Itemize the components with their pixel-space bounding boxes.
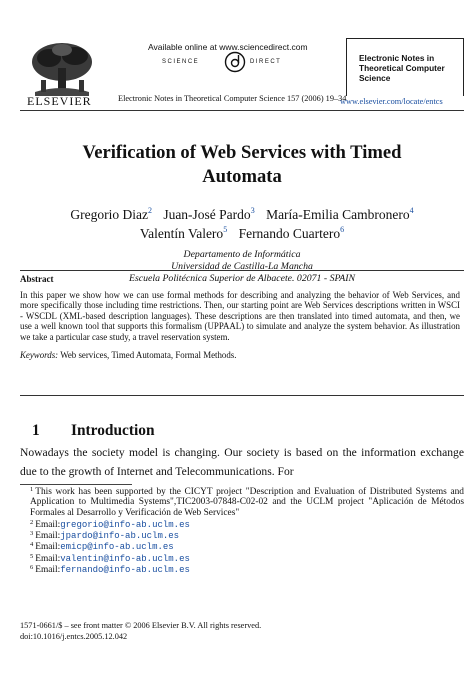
section-title: Introduction bbox=[71, 422, 155, 439]
author-name: Valentín Valero$^5$ bbox=[139, 225, 228, 241]
sciencedirect-logo bbox=[162, 56, 312, 72]
author-footnote-mark[interactable]: 4 bbox=[409, 206, 414, 215]
affiliation-line: Departamento de Informática bbox=[183, 249, 301, 260]
keywords-list: Web services, Timed Automata, Formal Methods. bbox=[60, 350, 237, 360]
email-link[interactable]: jpardo@info-ab.uclm.es bbox=[60, 531, 180, 542]
abstract-body: In this paper we show how we can use formal methods for describing and analyzing the behavior of Web Services, and more specifically those including time restrictions. Then, our starting point are Web Services descriptions written in WSCI - WSCDL (XML-based description languages). These descriptions are then translated into timed automata, and then, we use a well known tool that supports this formalism (UPPAAL) to simulate and analyze the system behavior. As illustration we take a particular case study, a travel reservation system. bbox=[20, 290, 460, 342]
footnote-email: $^4$ Email:emicp@info-ab.uclm.es bbox=[30, 541, 174, 553]
email-link[interactable]: emicp@info-ab.uclm.es bbox=[60, 542, 174, 553]
author-footnote-mark[interactable]: 6 bbox=[340, 225, 345, 234]
journal-box-line: Theoretical Computer bbox=[359, 63, 445, 73]
author-name: Fernando Cuartero$^6$ bbox=[238, 225, 345, 241]
author-footnote-mark[interactable]: 3 bbox=[250, 206, 255, 215]
author-name: Gregorio Diaz$^2$ bbox=[70, 206, 152, 222]
abstract-divider-bottom bbox=[20, 395, 464, 396]
footnote-email: $^5$ Email:valentin@info-ab.uclm.es bbox=[30, 552, 190, 564]
sd-logo-right: DIRECT bbox=[250, 59, 282, 65]
author-name: María-Emilia Cambronero$^4$ bbox=[266, 206, 414, 222]
author-name: Juan-José Pardo$^3$ bbox=[163, 206, 255, 222]
available-online-text: Available online at www.sciencedirect.com bbox=[148, 42, 308, 52]
header-divider bbox=[20, 110, 464, 111]
affiliation-line: Universidad de Castilla-La Mancha bbox=[171, 261, 313, 272]
footnote-mark: 1 bbox=[30, 486, 34, 493]
email-link[interactable]: fernando@info-ab.uclm.es bbox=[60, 565, 190, 576]
journal-box-line: Electronic Notes in bbox=[359, 53, 435, 63]
keywords-label: Keywords: bbox=[20, 350, 59, 360]
doi-line: doi:10.1016/j.entcs.2005.12.042 bbox=[20, 632, 128, 641]
footnote-email: $^3$ Email:jpardo@info-ab.uclm.es bbox=[30, 530, 180, 542]
abstract-heading: Abstract bbox=[20, 274, 54, 284]
footnote-divider bbox=[20, 484, 132, 485]
paper-title bbox=[20, 141, 464, 189]
author-footnote-mark[interactable]: 5 bbox=[223, 225, 228, 234]
copyright-line: 1571-0661/$ – see front matter © 2006 Elsevier B.V. All rights reserved. bbox=[20, 621, 262, 630]
title-line: Verification of Web Services with Timed bbox=[82, 142, 402, 163]
affiliation bbox=[20, 249, 464, 285]
footnote-text: This work has been supported by the CICYT project "Description and Evaluation of Distributed Systems and Application to Multimedia Systems",TIC2003-07848-C02-02 and the UCLM project "Aplicación de Métodos Formales al Desarrollo y Verificación de Web Services" bbox=[30, 487, 464, 518]
sd-logo-left: SCIENCE bbox=[162, 59, 200, 65]
section-body: Nowadays the society model is changing. Our society is based on the information exchange due to the growth of Internet and Telecommunications. For bbox=[20, 446, 464, 478]
email-link[interactable]: valentin@info-ab.uclm.es bbox=[60, 553, 190, 564]
journal-url-link[interactable]: www.elsevier.com/locate/entcs bbox=[340, 97, 443, 106]
journal-box-line: Science bbox=[359, 73, 391, 83]
author-list bbox=[20, 205, 464, 243]
front-matter-footer bbox=[20, 620, 261, 642]
email-link[interactable]: gregorio@info-ab.uclm.es bbox=[60, 519, 190, 530]
journal-box bbox=[346, 38, 464, 96]
title-line: Automata bbox=[202, 166, 282, 187]
footnote-email: $^2$ Email:gregorio@info-ab.uclm.es bbox=[30, 518, 190, 530]
section-number: 1 bbox=[32, 422, 40, 439]
footnote-email: $^6$ Email:fernando@info-ab.uclm.es bbox=[30, 564, 190, 576]
publisher-name: ELSEVIER bbox=[27, 94, 92, 108]
footnote bbox=[20, 487, 464, 518]
author-footnote-mark[interactable]: 2 bbox=[147, 206, 152, 215]
sd-at-icon bbox=[224, 51, 246, 73]
footnotes bbox=[20, 487, 464, 576]
journal-citation: Electronic Notes in Theoretical Computer Science 157 (2006) 19–34 bbox=[118, 94, 347, 103]
keywords bbox=[20, 350, 236, 360]
affiliation-line: Escuela Politécnica Superior de Albacete. 02071 - SPAIN bbox=[128, 273, 355, 284]
abstract-divider-top bbox=[20, 270, 464, 271]
